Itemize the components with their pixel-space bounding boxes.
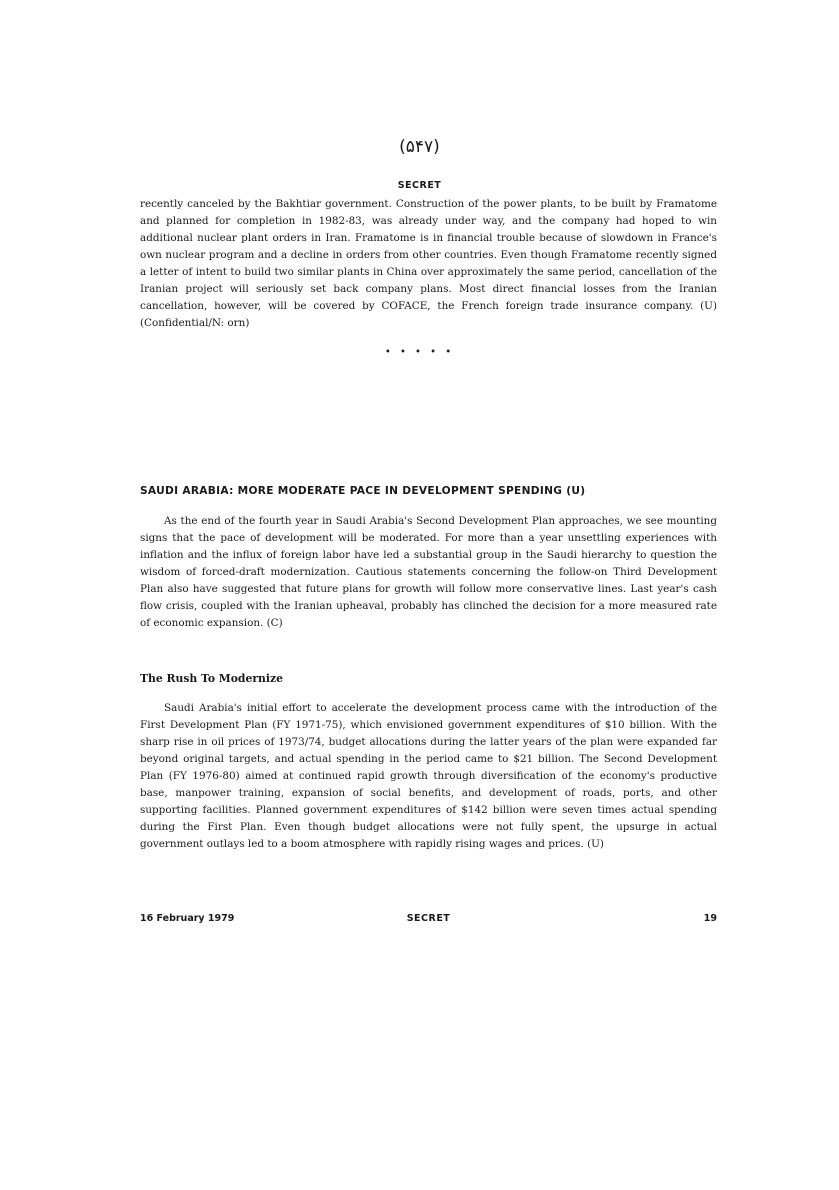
intro-paragraph: As the end of the fourth year in Saudi Arabia's Second Development Plan approaches, we see mounting signs that the pace of development will be moderated. For more than a year unsettling experiences with inflation and the influx of foreign labor have led a substantial group in the Saudi hierarchy to question the wisdom of forced-draft modernization. Cautious statements concerning the follow-on Third Development Plan also have suggested that future plans for growth will follow more conservative lines. Last year's cash flow crisis, coupled with the Iranian upheaval, probably has clinched the decision for a more measured rate of economic expansion. (C) (140, 515, 717, 629)
body-paragraph: Saudi Arabia's initial effort to accelerate the development process came with the introduction of the First Development Plan (FY 1971-75), which envisioned government expenditures of $10 billion. With the sharp rise in oil prices of 1973/74, budget allocations during the latter years of the plan were expanded far beyond original targets, and actual spending in the period came to $21 billion. The Second Development Plan (FY 1976-80) aimed at continued rapid growth through diversification of the economy's productive base, manpower training, expansion of social benefits, and development of roads, ports, and other supporting facilities. Planned government expenditures of $142 billion were seven times actual spending during the First Plan. Even though budget allocations were not fully spent, the upsurge in actual government outlays led to a boom atmosphere with rapidly rising wages and prices. (U) (140, 702, 717, 850)
classification-header: SECRET (397, 180, 442, 191)
archive-page-number: (۵۴۷) (399, 137, 440, 157)
footer-date: 16 February 1979 (140, 913, 235, 924)
section-separator: • • • • • (384, 347, 455, 358)
article-subheading: The Rush To Modernize (140, 672, 283, 685)
continued-paragraph: recently canceled by the Bakhtiar government. Construction of the power plants, to be built by Framatome and planned for completion in 1982-83, was already under way, and the company had hoped to win additional nuclear plant orders in Iran. Framatome is in financial trouble because of slowdown in France's own nuclear program and a decline in orders from other countries. Even though Framatome recently signed a letter of intent to build two similar plants in China over approximately the same period, cancellation of the Iranian project will seriously set back company plans. Most direct financial losses from the Iranian cancellation, however, will be covered by COFACE, the French foreign trade insurance company. (U) (Confidential/N: orn) (140, 198, 717, 329)
footer-page-number: 19 (703, 913, 717, 924)
article-heading: SAUDI ARABIA: MORE MODERATE PACE IN DEVELOPMENT SPENDING (U) (140, 485, 586, 497)
footer-classification: SECRET (406, 913, 451, 924)
page-footer (140, 913, 717, 929)
